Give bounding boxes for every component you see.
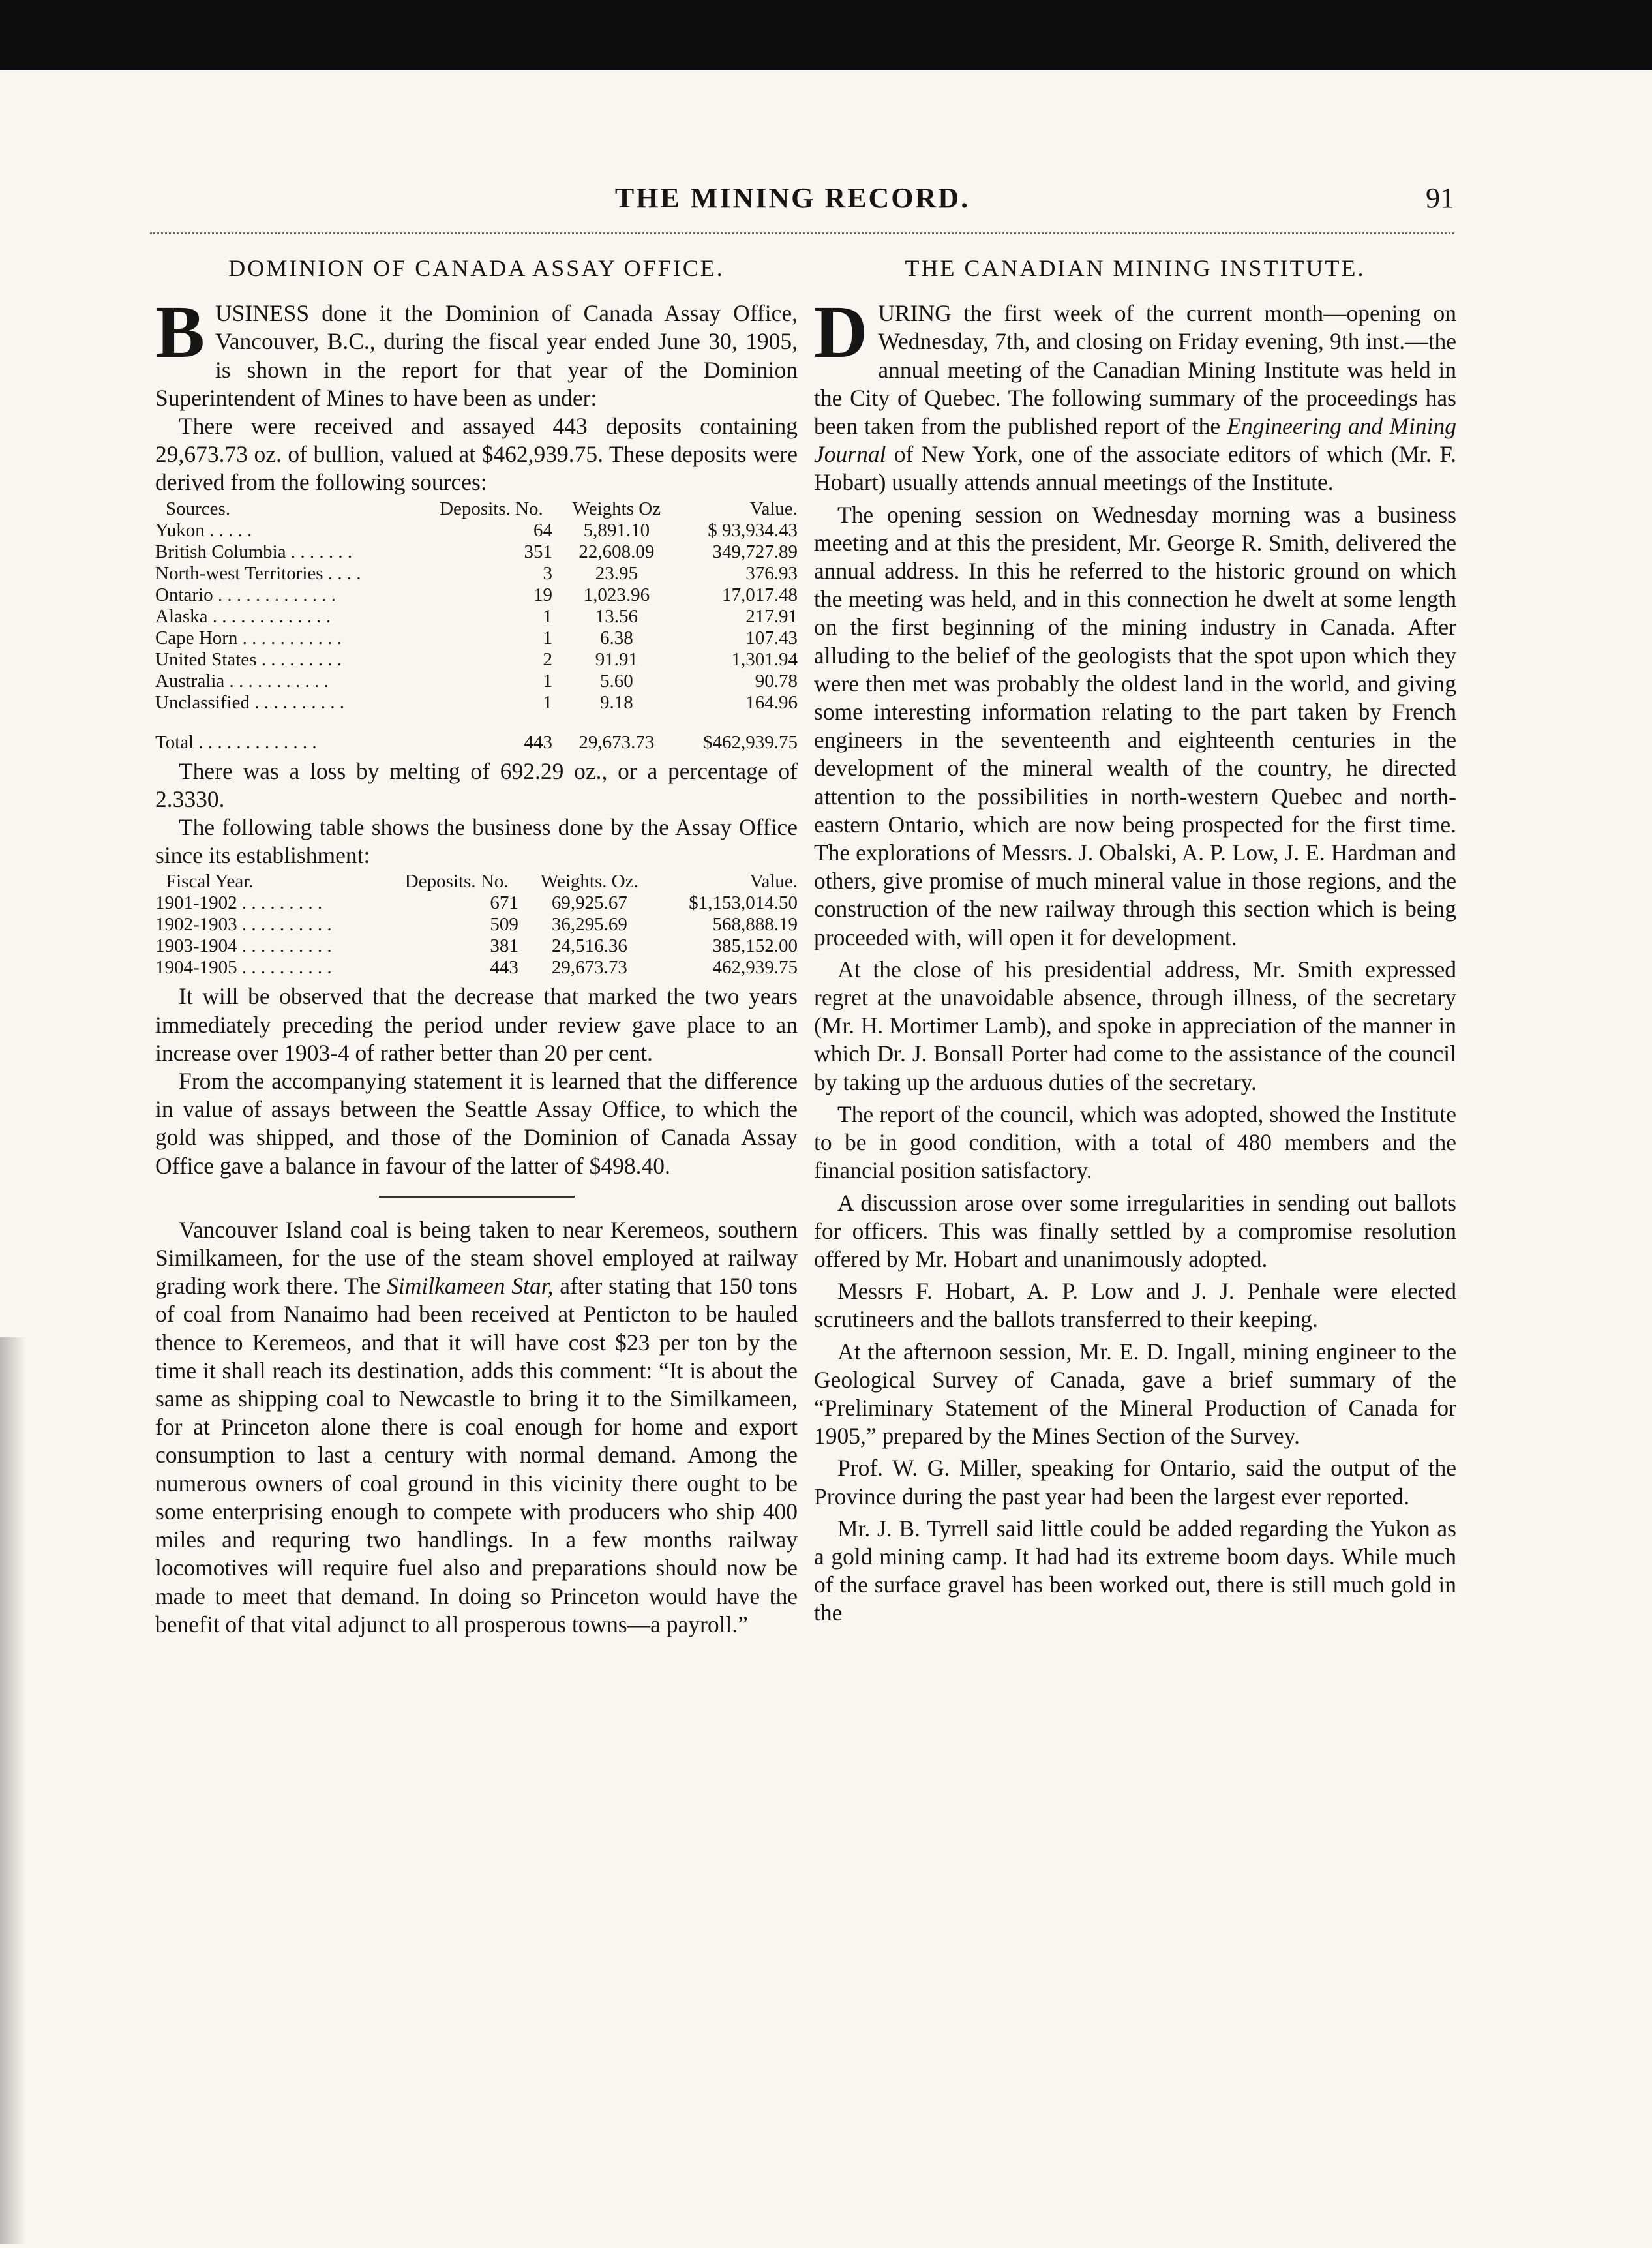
value-cell: $ 93,934.43	[708, 519, 798, 541]
col-header-weights: Weights Oz	[572, 498, 661, 519]
total-label: Total . . . . . . . . . . . . .	[155, 731, 317, 753]
value-cell: 164.96	[745, 691, 798, 713]
institute-paragraph: Messrs F. Hobart, A. P. Low and J. J. Penhale were elected scrutineers and the ballots transferred to their keeping.	[814, 1278, 1456, 1333]
sources-table-row	[155, 541, 798, 563]
deposits-cell: 1	[543, 605, 553, 627]
coal-text-b: after stating that 150 tons of coal from Nanaimo had been received at Penticton to be hauled thence to Keremeos, and that it will have cost $23 per ton by the time it shall reach its destination, adds this comment: “It is about the same as shipping coal to Newcastle to bring it to the Similkameen, for at Princeton alone there is coal enough for home and export consumption to last a century with normal demand. Among the numerous owners of coal ground in this vicinity there ought to be some enterprising enough to compete with producers who ship 400 miles and requring two handlings. In a few months railway locomotives will require fuel also and preparations should now be made to meet that demand. In doing so Princeton would have the benefit of that vital adjunct to all prosperous towns—a payroll.”	[155, 1273, 798, 1637]
sources-table-header	[155, 498, 798, 520]
fiscal-table-row	[155, 935, 798, 957]
melting-loss-paragraph: There was a loss by melting of 692.29 oz., or a percentage of 2.3330.	[155, 757, 798, 812]
sources-table-row	[155, 585, 798, 606]
institute-paragraph: A discussion arose over some irregularities in sending out ballots for officers. This was finally settled by a compromise resolution offered by Mr. Hobart and unanimously adopted.	[814, 1189, 1456, 1272]
label-cell: Yukon . . . . .	[155, 519, 252, 541]
col-header-deposits: Deposits. No.	[440, 498, 543, 519]
fiscal-table-header	[155, 871, 798, 892]
value-cell: 1,301.94	[731, 648, 798, 670]
right-column	[814, 248, 1456, 1628]
page-number: 91	[1426, 182, 1454, 214]
deposits-cell: 1	[543, 691, 553, 713]
label-cell: Ontario . . . . . . . . . . . . .	[155, 584, 337, 605]
mining-institute-heading: THE CANADIAN MINING INSTITUTE.	[905, 255, 1366, 281]
coal-text-a: Vancouver Island coal is being taken to near Keremeos, southern Similkameen, for the use of the steam shovel employed at railway grading work there. The	[155, 1216, 798, 1299]
col-header-value: Value.	[749, 871, 798, 892]
institute-paragraph: The report of the council, which was adopted, showed the Institute to be in good condition, with a total of 480 members and the financial position satisfactory.	[814, 1101, 1456, 1184]
deposits-cell: 19	[533, 584, 553, 605]
weights-cell: 36,295.69	[551, 914, 627, 935]
label-cell: Cape Horn . . . . . . . . . . .	[155, 627, 342, 648]
weights-cell: 5.60	[599, 670, 633, 691]
fiscal-years-table	[155, 871, 798, 979]
deposits-cell: 381	[490, 935, 518, 957]
label-cell: United States . . . . . . . . .	[155, 648, 342, 670]
deposits-cell: 509	[490, 914, 518, 935]
history-intro-paragraph: The following table shows the business done by the Assay Office since its establishment:	[155, 814, 798, 869]
weights-cell: 24,516.36	[551, 935, 627, 957]
left-column	[155, 248, 798, 1639]
assay-intro-text: USINESS done it the Dominion of Canada Assay Office, Vancouver, B.C., during the fiscal year ended June 30, 1905, is shown in the report for that year of the Dominion Superintendent of Mines to have been as under:	[155, 300, 798, 411]
coal-article-paragraph	[155, 1216, 798, 1639]
increase-paragraph: It will be observed that the decrease that marked the two years immediately preceding the period under review gave place to an increase over 1903-4 of rather better than 20 per cent.	[155, 983, 798, 1066]
journal-title: THE MINING RECORD.	[614, 182, 970, 214]
weights-cell: 22,608.09	[578, 541, 655, 562]
institute-paragraph: Mr. J. B. Tyrrell said little could be added regarding the Yukon as a gold mining camp. It had had its extreme boom days. While much of the surface gravel has been worked out, there is still much gold in the	[814, 1515, 1456, 1626]
intro-text-a: URING the first week of the current month—opening on Wednesday, 7th, and closing on Friday evening, 9th inst.—the annual meeting of the Canadian Mining Institute was held in the City of Quebec. The following summary of the proceedings has been taken from the published report of the	[814, 300, 1456, 440]
article-divider	[379, 1196, 575, 1198]
label-cell: Alaska . . . . . . . . . . . . .	[155, 605, 331, 627]
sources-table-row	[155, 606, 798, 628]
value-cell: 90.78	[755, 670, 798, 691]
assay-intro	[155, 290, 798, 412]
total-deposits: 443	[524, 731, 553, 753]
deposits-cell: 3	[543, 562, 553, 584]
total-weights: 29,673.73	[578, 731, 655, 753]
drop-cap-d: D	[814, 290, 868, 374]
sources-table-row	[155, 671, 798, 692]
weights-cell: 6.38	[599, 627, 633, 648]
deposits-cell: 443	[490, 957, 518, 979]
fiscal-table-body	[155, 892, 798, 979]
intro-text-b: of New York, one of the associate editors of which (Mr. F. Hobart) usually attends annual meetings of the Institute.	[814, 441, 1456, 496]
deposits-cell: 64	[533, 519, 553, 541]
deposits-cell: 1	[543, 670, 553, 691]
label-cell: 1904-1905 . . . . . . . . . .	[155, 957, 332, 979]
fiscal-table-row	[155, 892, 798, 914]
sources-table-body	[155, 520, 798, 714]
weights-cell: 1,023.96	[583, 584, 650, 605]
institute-paragraph: The opening session on Wednesday morning was a business meeting and at this the president, Mr. George R. Smith, delivered the annual address. In this he referred to the historic ground on which the meeting was held, and in this connection he dwelt at some length on the first beginning of the mining industry in Canada. After alluding to the belief of the geologists that the spot upon which they were then met was probably the oldest land in the world, and giving some interesting information relating to the part taken by French engineers in the seventeenth and eighteenth centuries in the development of the mineral wealth of the country, he directed attention to the possibilities in north-western Quebec and north-eastern Ontario, which are now being prospected for the first time. The explorations of Messrs. J. Obalski, A. P. Low, J. E. Hardman and others, give promise of much mineral value in those regions, and the construction of the new railway through this section which is being proceeded with, will open it for development.	[814, 501, 1456, 950]
weights-cell: 29,673.73	[551, 957, 627, 979]
weights-cell: 23.95	[595, 562, 638, 584]
weights-cell: 69,925.67	[551, 892, 627, 914]
deposits-cell: 351	[524, 541, 553, 562]
scan-top-border	[0, 0, 1652, 70]
deposits-cell: 2	[543, 648, 553, 670]
col-header-value: Value.	[749, 498, 798, 519]
fiscal-table-row	[155, 914, 798, 935]
value-cell: 217.91	[745, 605, 798, 627]
fiscal-table-row	[155, 957, 798, 979]
label-cell: North-west Territories . . . .	[155, 562, 361, 584]
institute-paragraph: At the close of his presidential address, Mr. Smith expressed regret at the unavoidable absence, through illness, of the secretary (Mr. H. Mortimer Lamb), and spoke in appreciation of the manner in which Dr. J. Bonsall Porter had come to the assistance of the council by taking up the arduous duties of the secretary.	[814, 956, 1456, 1095]
weights-cell: 9.18	[599, 691, 633, 713]
label-cell: 1902-1903 . . . . . . . . . .	[155, 914, 332, 935]
sources-table-row	[155, 520, 798, 541]
sources-table-row	[155, 628, 798, 649]
weights-cell: 13.56	[595, 605, 638, 627]
col-header-deposits: Deposits. No.	[404, 871, 509, 892]
seattle-comparison-paragraph: From the accompanying statement it is learned that the difference in value of assays between the Seattle Assay Office, to which the gold was shipped, and those of the Dominion of Canada Assay Office gave a balance in favour of the latter of $498.40.	[155, 1068, 798, 1179]
header-rule	[150, 232, 1454, 236]
journal-name: Engineering and Mining Journal	[814, 413, 1456, 468]
total-value: $462,939.75	[703, 731, 798, 753]
weights-cell: 5,891.10	[583, 519, 650, 541]
deposits-cell: 1	[543, 627, 553, 648]
label-cell: Australia . . . . . . . . . . .	[155, 670, 329, 691]
sources-table-row	[155, 692, 798, 714]
label-cell: Unclassified . . . . . . . . . .	[155, 691, 344, 713]
label-cell: 1901-1902 . . . . . . . . .	[155, 892, 323, 914]
col-header-weights: Weights. Oz.	[540, 871, 638, 892]
value-cell: 376.93	[745, 562, 798, 584]
sources-table	[155, 498, 798, 753]
sources-table-row	[155, 563, 798, 585]
institute-intro	[814, 290, 1456, 496]
value-cell: 568,888.19	[712, 914, 798, 935]
value-cell: $1,153,014.50	[689, 892, 798, 914]
sources-total-row	[155, 714, 798, 753]
value-cell: 349,727.89	[712, 541, 798, 562]
sources-table-row	[155, 649, 798, 671]
value-cell: 385,152.00	[712, 935, 798, 957]
label-cell: British Columbia . . . . . . .	[155, 541, 353, 562]
newspaper-title: Similkameen Star,	[387, 1273, 554, 1299]
label-cell: 1903-1904 . . . . . . . . . .	[155, 935, 332, 957]
institute-paragraph: Prof. W. G. Miller, speaking for Ontario, said the output of the Province during the past year had been the largest ever reported.	[814, 1455, 1456, 1510]
col-header-sources: Sources.	[166, 498, 231, 519]
assay-office-heading: DOMINION OF CANADA ASSAY OFFICE.	[228, 255, 725, 281]
deposits-cell: 671	[490, 892, 518, 914]
col-header-fiscal-year: Fiscal Year.	[166, 871, 254, 892]
value-cell: 107.43	[745, 627, 798, 648]
institute-paragraph: At the afternoon session, Mr. E. D. Ingall, mining engineer to the Geological Survey of Canada, gave a brief summary of the “Preliminary Statement of the Mineral Production of Canada for 1905,” prepared by the Mines Section of the Survey.	[814, 1338, 1456, 1450]
drop-cap-b: B	[155, 290, 205, 374]
assay-paragraph-deposits: There were received and assayed 443 deposits containing 29,673.73 oz. of bullion, valued at $462,939.75. These deposits were derived from the following sources:	[155, 413, 798, 496]
scan-left-edge-shadow	[0, 1337, 26, 2244]
weights-cell: 91.91	[595, 648, 638, 670]
value-cell: 462,939.75	[712, 957, 798, 979]
institute-intro-text	[814, 290, 1456, 496]
page-header	[130, 181, 1454, 220]
value-cell: 17,017.48	[722, 584, 798, 605]
